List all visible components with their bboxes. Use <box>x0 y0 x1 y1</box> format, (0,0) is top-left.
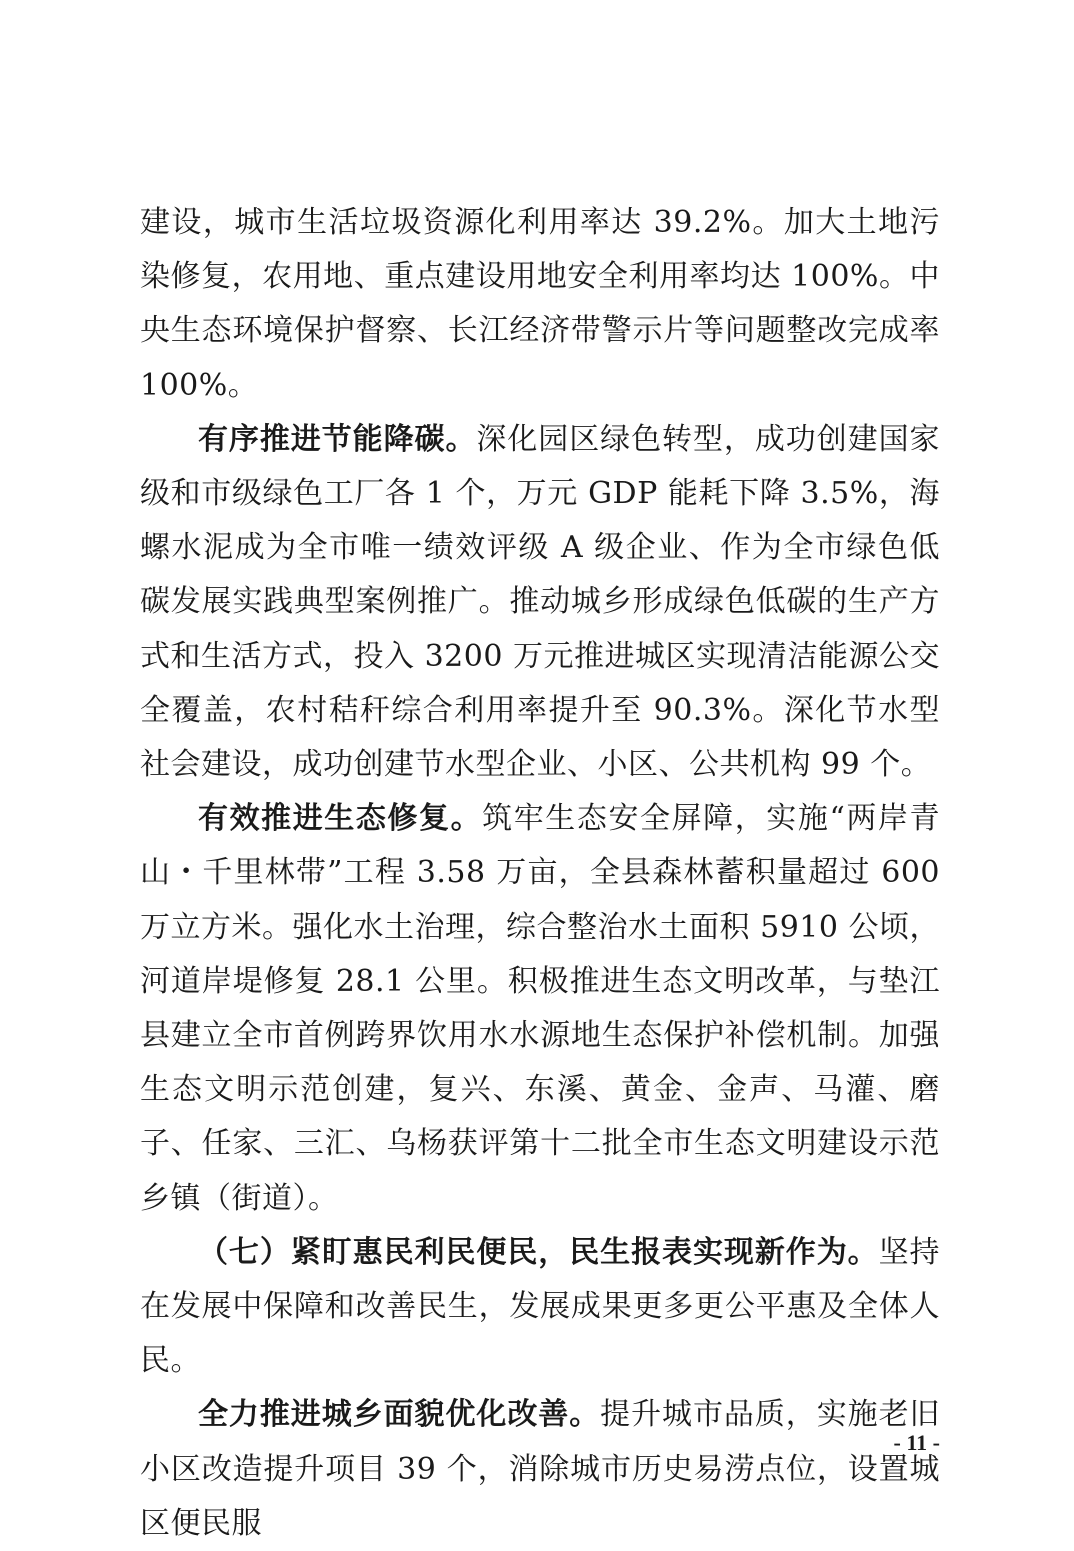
paragraph-heading: 有效推进生态修复。 <box>198 801 483 837</box>
paragraph-text: 深化园区绿色转型，成功创建国家级和市级绿色工厂各 1 个，万元 GDP 能耗下降 3.5%，海螺水泥成为全市唯一绩效评级 A 级企业、作为全市绿色低碳发展实践典型案例推广。推动城乡形成绿色低碳的生产方式和生活方式，投入 3200 万元推进城区实现清洁能源公交全覆盖，农村秸秆综合利用率提升至 90.3%。深化节水型社会建设，成功创建节水型企业、小区、公共机构 99 个。 <box>140 421 941 783</box>
section-heading: （七）紧盯惠民利民便民，民生报表实现新作为。 <box>198 1234 879 1270</box>
paragraph-section-seven <box>140 1226 940 1389</box>
paragraph-continuation <box>140 196 940 413</box>
page-number: - 11 - <box>893 1430 940 1455</box>
paragraph-text: 筑牢生态安全屏障，实施“两岸青山・千里林带”工程 3.58 万亩，全县森林蓄积量超过 600 万立方米。强化水土治理，综合整治水土面积 5910 公顷，河道岸堤修复 28.1 公里。积极推进生态文明改革，与垫江县建立全市首例跨界饮用水水源地生态保护补偿机制。加强生态文明示范创建，复兴、东溪、黄金、金声、马灌、磨子、任家、三汇、乌杨获评第十二批全市生态文明建设示范乡镇（街道）。 <box>140 801 941 1216</box>
paragraph-energy-saving <box>140 413 940 792</box>
paragraph-text: 建设，城市生活垃圾资源化利用率达 39.2%。加大土地污染修复，农用地、重点建设用地安全利用率均达 100%。中央生态环境保护督察、长江经济带警示片等问题整改完成率 100%。 <box>140 205 940 403</box>
paragraph-ecological-restoration <box>140 792 940 1226</box>
paragraph-urban-rural <box>140 1388 940 1551</box>
paragraph-text: 提升城市品质，实施老旧小区改造提升项目 39 个，消除城市历史易涝点位，设置城区便民服 <box>140 1397 941 1541</box>
document-body <box>140 196 940 1551</box>
paragraph-text: 坚持在发展中保障和改善民生，发展成果更多更公平惠及全体人民。 <box>140 1234 941 1379</box>
paragraph-heading: 全力推进城乡面貌优化改善。 <box>198 1397 601 1433</box>
paragraph-heading: 有序推进节能降碳。 <box>198 421 477 457</box>
